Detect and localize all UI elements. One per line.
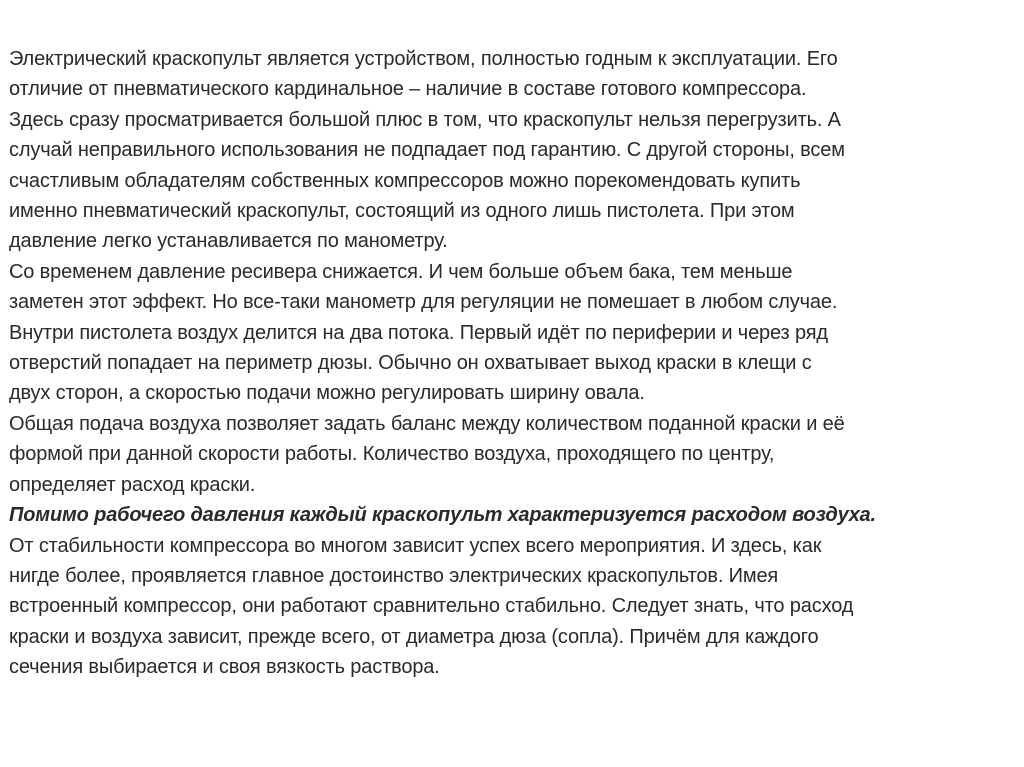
text-line: Со временем давление ресивера снижается. И чем больше объем бака, тем меньше	[9, 260, 793, 283]
text-line: Внутри пистолета воздух делится на два потока. Первый идёт по периферии и через ряд	[9, 321, 828, 344]
text-line: Общая подача воздуха позволяет задать баланс между количеством поданной краски и её	[9, 412, 845, 435]
emphasized-line: Помимо рабочего давления каждый краскопульт характеризуется расходом воздуха.	[9, 504, 876, 527]
text-line: заметен этот эффект. Но все-таки манометр для регуляции не помешает в любом случае.	[9, 291, 838, 314]
text-line: От стабильности компрессора во многом зависит успех всего мероприятия. И здесь, как	[9, 534, 822, 557]
text-line: двух сторон, а скоростью подачи можно регулировать ширину овала.	[9, 382, 645, 405]
text-line: именно пневматический краскопульт, состоящий из одного лишь пистолета. При этом	[9, 200, 795, 223]
text-line: давление легко устанавливается по манометру.	[9, 230, 448, 253]
text-line: сечения выбирается и своя вязкость раствора.	[9, 656, 440, 679]
text-line: отличие от пневматического кардинальное – наличие в составе готового компрессора.	[9, 78, 807, 101]
body-text	[9, 44, 1021, 683]
text-line: Здесь сразу просматривается большой плюс в том, что краскопульт нельзя перегрузить. А	[9, 108, 841, 131]
text-line: встроенный компрессор, они работают сравнительно стабильно. Следует знать, что расход	[9, 595, 854, 618]
text-line: отверстий попадает на периметр дюзы. Обычно он охватывает выход краски в клещи с	[9, 352, 812, 375]
text-line: счастливым обладателям собственных компрессоров можно порекомендовать купить	[9, 169, 801, 192]
text-line: Электрический краскопульт является устройством, полностью годным к эксплуатации. Его	[9, 48, 838, 70]
text-line: формой при данной скорости работы. Количество воздуха, проходящего по центру,	[9, 443, 775, 466]
text-line: случай неправильного использования не подпадает под гарантию. С другой стороны, всем	[9, 139, 845, 162]
text-line: нигде более, проявляется главное достоинство электрических краскопультов. Имея	[9, 564, 779, 587]
text-line: краски и воздуха зависит, прежде всего, от диаметра дюза (сопла). Причём для каждого	[9, 625, 819, 648]
text-line: определяет расход краски.	[9, 473, 256, 496]
